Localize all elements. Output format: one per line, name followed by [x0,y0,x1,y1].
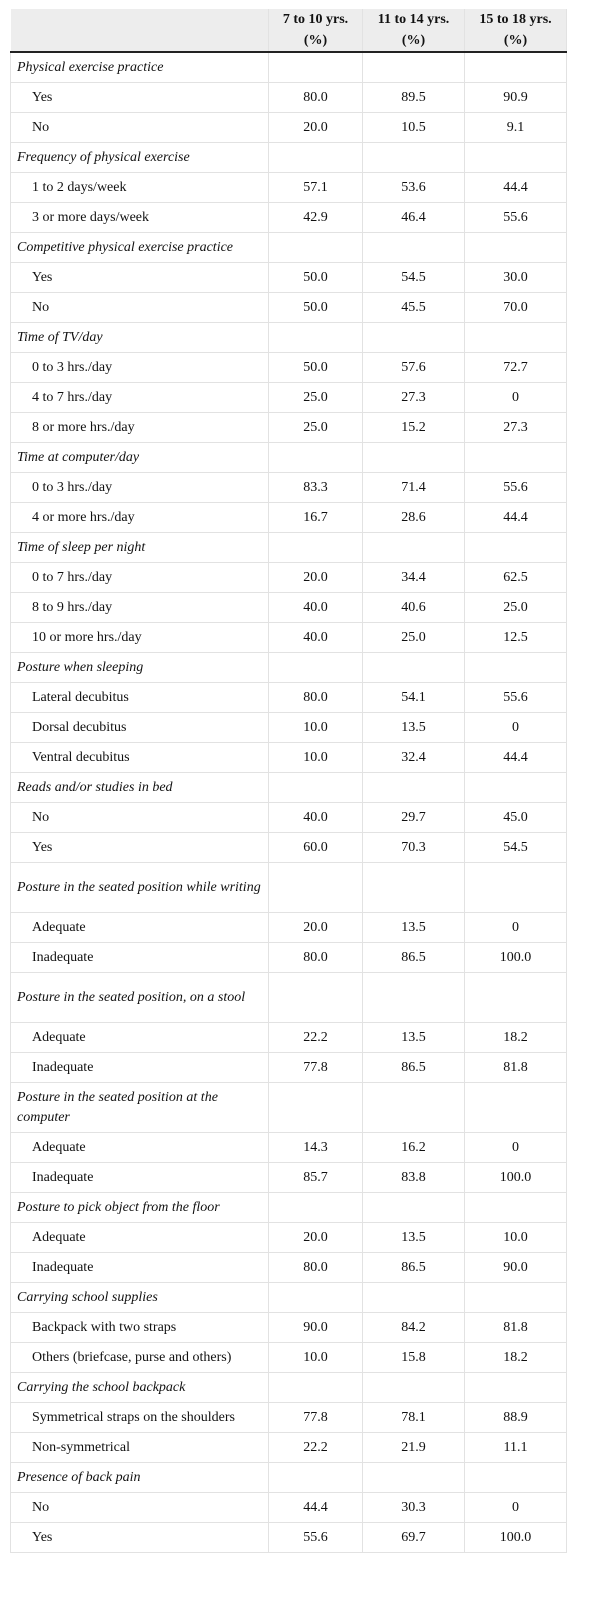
value-age-11-14: 86.5 [363,943,465,973]
value-age-15-18: 45.0 [465,803,567,833]
group-header-row [11,1463,567,1493]
value-age-15-18: 55.6 [465,683,567,713]
table-row [11,203,567,233]
empty-cell [269,653,363,683]
table-row [11,1253,567,1283]
value-age-11-14: 15.2 [363,413,465,443]
table-row [11,1053,567,1083]
empty-cell [465,1283,567,1313]
value-age-15-18: 81.8 [465,1313,567,1343]
value-age-7-10: 80.0 [269,683,363,713]
value-age-11-14: 69.7 [363,1523,465,1553]
value-age-7-10: 10.0 [269,743,363,773]
empty-cell [269,233,363,263]
row-label: 10 or more hrs./day [11,623,269,653]
table-row [11,563,567,593]
value-age-11-14: 10.5 [363,113,465,143]
value-age-11-14: 21.9 [363,1433,465,1463]
value-age-7-10: 50.0 [269,293,363,323]
value-age-7-10: 22.2 [269,1433,363,1463]
value-age-15-18: 81.8 [465,1053,567,1083]
table-row [11,113,567,143]
group-title: Posture in the seated position while writing [11,863,269,913]
header-age-11-14-unit: (%) [401,33,426,48]
group-header-row [11,773,567,803]
value-age-7-10: 20.0 [269,563,363,593]
value-age-7-10: 10.0 [269,1343,363,1373]
empty-cell [363,143,465,173]
row-label: 3 or more days/week [11,203,269,233]
header-age-11-14 [363,9,465,52]
empty-cell [363,1373,465,1403]
table-row [11,1343,567,1373]
value-age-15-18: 25.0 [465,593,567,623]
value-age-7-10: 80.0 [269,1253,363,1283]
value-age-11-14: 78.1 [363,1403,465,1433]
group-title: Time of TV/day [11,323,269,353]
row-label: Non-symmetrical [11,1433,269,1463]
value-age-15-18: 44.4 [465,503,567,533]
value-age-15-18: 72.7 [465,353,567,383]
table-row [11,1223,567,1253]
value-age-11-14: 54.1 [363,683,465,713]
value-age-15-18: 0 [465,713,567,743]
table-row [11,913,567,943]
table-row [11,1433,567,1463]
row-label: Adequate [11,1133,269,1163]
group-header-row [11,1373,567,1403]
header-age-15-18-label: 15 to 18 yrs. [479,12,552,27]
header-category-cell [11,9,269,52]
group-title: Physical exercise practice [11,52,269,83]
value-age-7-10: 40.0 [269,623,363,653]
empty-cell [363,1083,465,1133]
value-age-7-10: 77.8 [269,1403,363,1433]
group-header-row [11,143,567,173]
value-age-11-14: 84.2 [363,1313,465,1343]
row-label: Ventral decubitus [11,743,269,773]
row-label: 0 to 3 hrs./day [11,353,269,383]
value-age-15-18: 100.0 [465,943,567,973]
empty-cell [465,533,567,563]
empty-cell [363,443,465,473]
group-header-row [11,533,567,563]
table-row [11,833,567,863]
table-row [11,413,567,443]
group-title: Posture in the seated position, on a stool [11,973,269,1023]
row-label: 1 to 2 days/week [11,173,269,203]
value-age-7-10: 22.2 [269,1023,363,1053]
empty-cell [269,143,363,173]
table-body [11,52,567,1553]
value-age-11-14: 70.3 [363,833,465,863]
row-label: No [11,113,269,143]
row-label: 4 to 7 hrs./day [11,383,269,413]
value-age-15-18: 88.9 [465,1403,567,1433]
empty-cell [269,1463,363,1493]
group-title: Frequency of physical exercise [11,143,269,173]
value-age-15-18: 100.0 [465,1163,567,1193]
value-age-7-10: 14.3 [269,1133,363,1163]
group-header-row [11,323,567,353]
group-title: Posture to pick object from the floor [11,1193,269,1223]
table-row [11,83,567,113]
value-age-11-14: 28.6 [363,503,465,533]
value-age-11-14: 13.5 [363,913,465,943]
empty-cell [269,973,363,1023]
empty-cell [363,533,465,563]
row-label: Backpack with two straps [11,1313,269,1343]
table-row [11,353,567,383]
value-age-7-10: 77.8 [269,1053,363,1083]
value-age-7-10: 10.0 [269,713,363,743]
table-row [11,1133,567,1163]
value-age-11-14: 54.5 [363,263,465,293]
empty-cell [465,143,567,173]
table-row [11,263,567,293]
empty-cell [269,863,363,913]
value-age-15-18: 44.4 [465,173,567,203]
empty-cell [465,52,567,83]
empty-cell [363,973,465,1023]
empty-cell [363,1283,465,1313]
value-age-11-14: 29.7 [363,803,465,833]
header-age-7-10-label: 7 to 10 yrs. [282,12,349,27]
value-age-15-18: 11.1 [465,1433,567,1463]
empty-cell [363,52,465,83]
group-title: Time at computer/day [11,443,269,473]
value-age-11-14: 16.2 [363,1133,465,1163]
value-age-15-18: 55.6 [465,203,567,233]
value-age-7-10: 90.0 [269,1313,363,1343]
header-age-7-10-unit: (%) [303,33,328,48]
value-age-11-14: 83.8 [363,1163,465,1193]
table-row [11,1313,567,1343]
value-age-11-14: 46.4 [363,203,465,233]
group-title: Time of sleep per night [11,533,269,563]
value-age-15-18: 0 [465,383,567,413]
value-age-15-18: 70.0 [465,293,567,323]
row-label: Others (briefcase, purse and others) [11,1343,269,1373]
value-age-11-14: 53.6 [363,173,465,203]
value-age-7-10: 85.7 [269,1163,363,1193]
row-label: Adequate [11,1223,269,1253]
row-label: Yes [11,1523,269,1553]
group-header-row [11,443,567,473]
group-header-row [11,233,567,263]
value-age-7-10: 83.3 [269,473,363,503]
group-header-row [11,1193,567,1223]
row-label: 4 or more hrs./day [11,503,269,533]
row-label: 0 to 7 hrs./day [11,563,269,593]
table-row [11,1023,567,1053]
value-age-7-10: 42.9 [269,203,363,233]
value-age-11-14: 27.3 [363,383,465,413]
value-age-15-18: 9.1 [465,113,567,143]
value-age-15-18: 62.5 [465,563,567,593]
empty-cell [363,863,465,913]
group-title: Carrying school supplies [11,1283,269,1313]
header-row [11,9,567,52]
value-age-11-14: 45.5 [363,293,465,323]
value-age-7-10: 20.0 [269,913,363,943]
empty-cell [269,533,363,563]
row-label: Inadequate [11,1053,269,1083]
group-title: Presence of back pain [11,1463,269,1493]
empty-cell [363,653,465,683]
table-row [11,173,567,203]
table-row [11,623,567,653]
empty-cell [363,773,465,803]
table-row [11,1523,567,1553]
empty-cell [269,443,363,473]
empty-cell [269,1193,363,1223]
group-title: Competitive physical exercise practice [11,233,269,263]
row-label: No [11,803,269,833]
empty-cell [465,973,567,1023]
header-age-15-18 [465,9,567,52]
empty-cell [363,1193,465,1223]
table-row [11,1493,567,1523]
empty-cell [465,863,567,913]
group-title: Reads and/or studies in bed [11,773,269,803]
value-age-7-10: 25.0 [269,383,363,413]
empty-cell [465,1083,567,1133]
row-label: No [11,1493,269,1523]
value-age-11-14: 32.4 [363,743,465,773]
row-label: Adequate [11,913,269,943]
value-age-11-14: 13.5 [363,1223,465,1253]
table-row [11,593,567,623]
value-age-11-14: 57.6 [363,353,465,383]
group-header-row [11,1083,567,1133]
value-age-15-18: 10.0 [465,1223,567,1253]
value-age-15-18: 54.5 [465,833,567,863]
value-age-7-10: 44.4 [269,1493,363,1523]
table-row [11,473,567,503]
header-age-7-10 [269,9,363,52]
value-age-7-10: 16.7 [269,503,363,533]
empty-cell [363,233,465,263]
row-label: Inadequate [11,943,269,973]
table-row [11,743,567,773]
value-age-7-10: 55.6 [269,1523,363,1553]
value-age-15-18: 30.0 [465,263,567,293]
group-header-row [11,863,567,913]
value-age-11-14: 86.5 [363,1053,465,1083]
group-header-row [11,653,567,683]
value-age-11-14: 13.5 [363,1023,465,1053]
value-age-11-14: 15.8 [363,1343,465,1373]
value-age-7-10: 60.0 [269,833,363,863]
row-label: Yes [11,83,269,113]
row-label: Yes [11,263,269,293]
value-age-15-18: 0 [465,1133,567,1163]
row-label: Adequate [11,1023,269,1053]
value-age-11-14: 13.5 [363,713,465,743]
value-age-15-18: 0 [465,913,567,943]
value-age-15-18: 90.9 [465,83,567,113]
value-age-15-18: 12.5 [465,623,567,653]
value-age-7-10: 25.0 [269,413,363,443]
table-row [11,803,567,833]
row-label: No [11,293,269,323]
row-label: Dorsal decubitus [11,713,269,743]
value-age-15-18: 27.3 [465,413,567,443]
value-age-7-10: 20.0 [269,1223,363,1253]
value-age-11-14: 34.4 [363,563,465,593]
empty-cell [465,323,567,353]
group-header-row [11,52,567,83]
value-age-15-18: 55.6 [465,473,567,503]
row-label: Lateral decubitus [11,683,269,713]
empty-cell [465,773,567,803]
group-title: Posture in the seated position at the computer [11,1083,269,1133]
table-header [11,9,567,52]
header-age-11-14-label: 11 to 14 yrs. [377,12,450,27]
value-age-11-14: 25.0 [363,623,465,653]
value-age-7-10: 40.0 [269,593,363,623]
row-label: Symmetrical straps on the shoulders [11,1403,269,1433]
empty-cell [269,1083,363,1133]
value-age-7-10: 50.0 [269,263,363,293]
row-label: Inadequate [11,1163,269,1193]
empty-cell [269,1373,363,1403]
table-row [11,1163,567,1193]
value-age-11-14: 30.3 [363,1493,465,1523]
row-label: Yes [11,833,269,863]
value-age-11-14: 89.5 [363,83,465,113]
value-age-7-10: 50.0 [269,353,363,383]
data-table [10,9,567,1553]
value-age-7-10: 57.1 [269,173,363,203]
value-age-15-18: 18.2 [465,1343,567,1373]
empty-cell [465,1463,567,1493]
empty-cell [363,323,465,353]
empty-cell [363,1463,465,1493]
table-row [11,1403,567,1433]
group-header-row [11,973,567,1023]
group-header-row [11,1283,567,1313]
table-row [11,503,567,533]
group-title: Posture when sleeping [11,653,269,683]
table-row [11,683,567,713]
value-age-11-14: 71.4 [363,473,465,503]
empty-cell [465,443,567,473]
table-row [11,383,567,413]
empty-cell [465,1193,567,1223]
empty-cell [269,1283,363,1313]
table-row [11,943,567,973]
value-age-11-14: 86.5 [363,1253,465,1283]
value-age-15-18: 44.4 [465,743,567,773]
empty-cell [269,773,363,803]
value-age-15-18: 18.2 [465,1023,567,1053]
value-age-15-18: 90.0 [465,1253,567,1283]
value-age-15-18: 100.0 [465,1523,567,1553]
empty-cell [269,52,363,83]
empty-cell [465,653,567,683]
empty-cell [269,323,363,353]
value-age-7-10: 20.0 [269,113,363,143]
row-label: 0 to 3 hrs./day [11,473,269,503]
row-label: Inadequate [11,1253,269,1283]
empty-cell [465,1373,567,1403]
value-age-7-10: 80.0 [269,943,363,973]
row-label: 8 or more hrs./day [11,413,269,443]
value-age-7-10: 80.0 [269,83,363,113]
group-title: Carrying the school backpack [11,1373,269,1403]
empty-cell [465,233,567,263]
value-age-11-14: 40.6 [363,593,465,623]
value-age-7-10: 40.0 [269,803,363,833]
row-label: 8 to 9 hrs./day [11,593,269,623]
header-age-15-18-unit: (%) [503,33,528,48]
value-age-15-18: 0 [465,1493,567,1523]
table-row [11,293,567,323]
table-row [11,713,567,743]
